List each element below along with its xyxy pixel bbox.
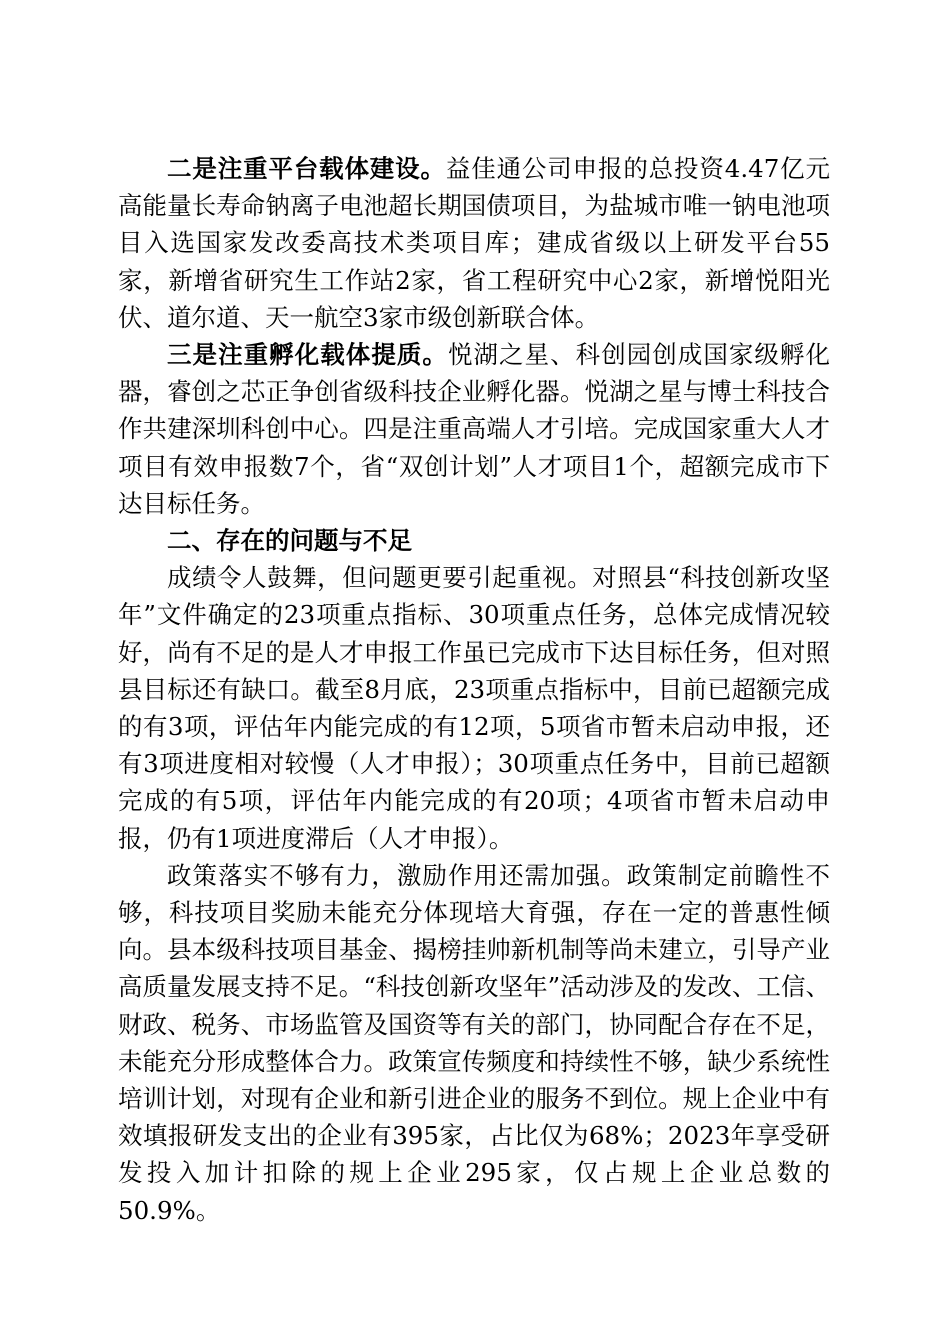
paragraph-platform-construction — [118, 150, 830, 336]
paragraph-policy-implementation: 政策落实不够有力，激励作用还需加强。政策制定前瞻性不够，科技项目奖励未能充分体现培大育强，存在一定的普惠性倾向。县本级科技项目基金、揭榜挂帅新机制等尚未建立，引导产业高质量发展支持不足。“科技创新攻坚年”活动涉及的发改、工信、财政、税务、市场监管及国资等有关的部门，协同配合存在不足，未能充分形成整体合力。政策宣传频度和持续性不够，缺少系统性培训计划，对现有企业和新引进企业的服务不到位。规上企业中有效填报研发支出的企业有395家，占比仅为68%；2023年享受研发投入加计扣除的规上企业295家，仅占规上企业总数的50.9%。 — [118, 860, 830, 1225]
paragraph-lead: 三是注重孵化载体提质。 — [167, 340, 448, 370]
paragraph-text: 悦湖之星、科创园创成国家级孵化器，睿创之芯正争创省级科技企业孵化器。悦湖之星与博士科技合作共建深圳科创中心。四是注重高端人才引培。完成国家重大人才项目有效申报数7个，省“双创计划”人才项目1个，超额完成市下达目标任务。 — [118, 340, 831, 518]
paragraph-lead: 二是注重平台载体建设。 — [167, 154, 446, 183]
document-body — [118, 150, 830, 1229]
paragraph-problems-overview: 成绩令人鼓舞，但问题更要引起重视。对照县“科技创新攻坚年”文件确定的23项重点指标、30项重点任务，总体完成情况较好，尚有不足的是人才申报工作虽已完成市下达目标任务，但对照县目标还有缺口。截至8月底，23项重点指标中，目前已超额完成的有3项，评估年内能完成的有12项，5项省市暂未启动申报，还有3项进度相对较慢（人才申报）；30项重点任务中，目前已超额完成的有5项，评估年内能完成的有20项；4项省市暂未启动申报，仍有1项进度滞后（人才申报）。 — [118, 563, 830, 853]
section-heading: 二、存在的问题与不足 — [167, 526, 412, 556]
paragraph-incubator-quality — [118, 336, 830, 522]
paragraph-text: 益佳通公司申报的总投资4.47亿元高能量长寿命钠离子电池超长期国债项目，为盐城市唯一钠电池项目入选国家发改委高技术类项目库；建成省级以上研发平台55家，新增省研究生工作站2家，省工程研究中心2家，新增悦阳光伏、道尔道、天一航空3家市级创新联合体。 — [118, 154, 830, 332]
